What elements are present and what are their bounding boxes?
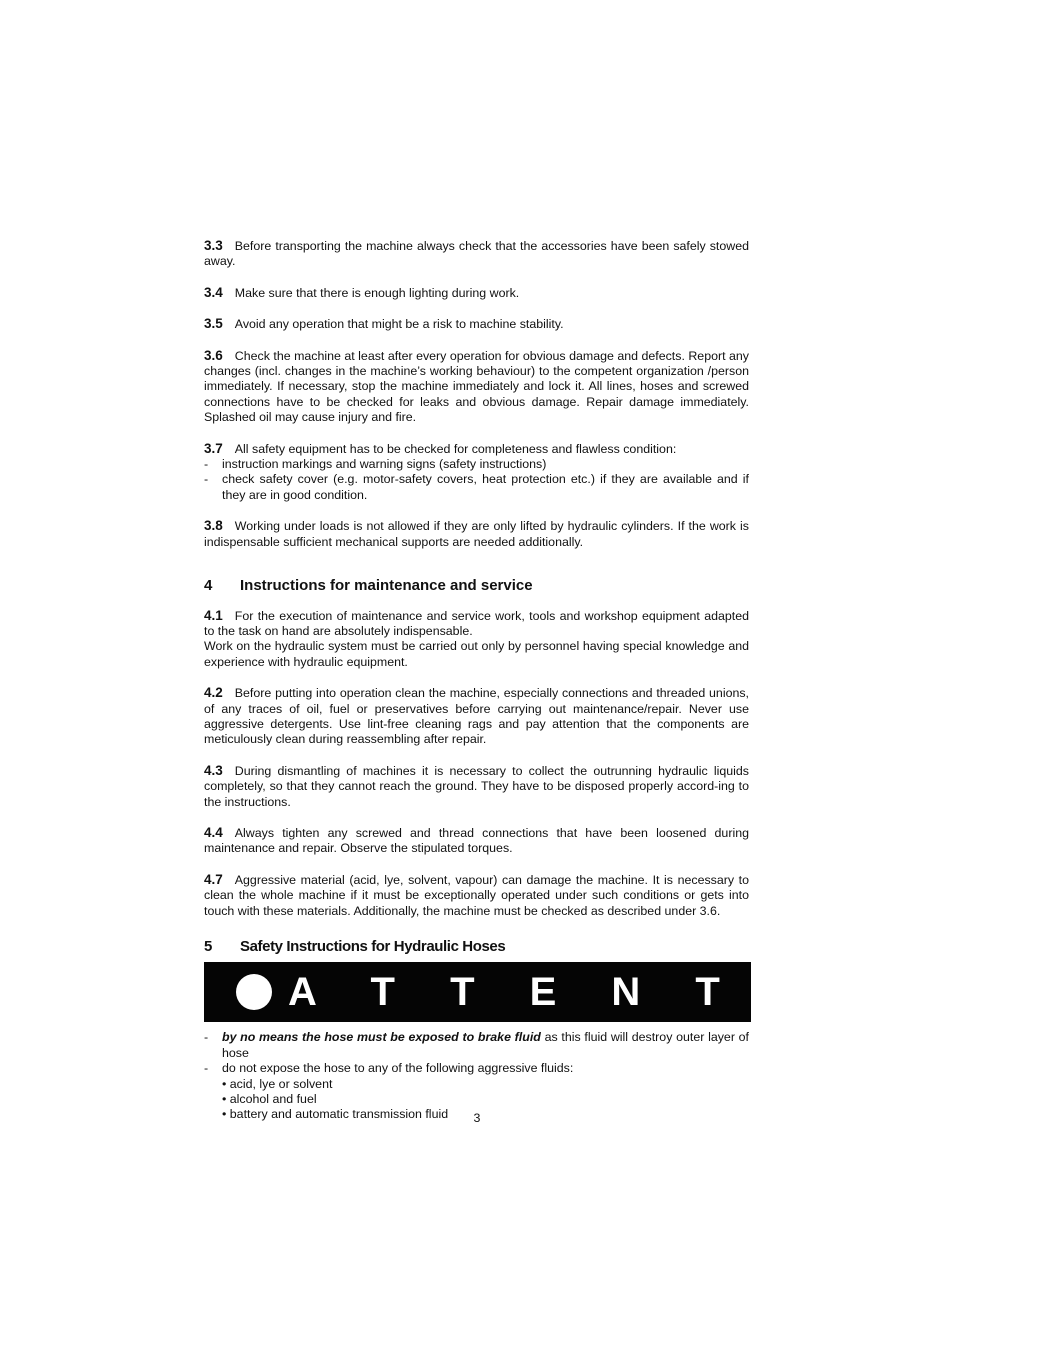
list-item: • alcohol and fuel xyxy=(222,1092,317,1107)
hose-instructions-list xyxy=(204,1030,749,1076)
section-number: 4.2 xyxy=(204,685,223,701)
section-3-4 xyxy=(204,285,749,301)
section-text: Avoid any operation that might be a risk to machine stability. xyxy=(234,317,564,332)
list-item: - do not expose the hose to any of the following aggressive fluids: xyxy=(204,1061,574,1076)
section-number: 4.7 xyxy=(204,871,223,887)
section-3-3 xyxy=(204,238,749,270)
warning-dot-icon xyxy=(236,974,272,1010)
section-text: Working under loads is not allowed if they are only lifted by hydraulic cylinders. If the work is indispensable sufficient mechanical supports are needed additionally. xyxy=(204,519,749,549)
section-number: 4.3 xyxy=(204,762,223,778)
list-item: • acid, lye or solvent xyxy=(222,1076,333,1091)
section-3-5 xyxy=(204,316,749,332)
page-number: 3 xyxy=(473,1111,481,1125)
heading-section-4: 4 Instructions for maintenance and service xyxy=(204,577,533,595)
section-text: During dismantling of machines it is necessary to collect the outrunning hydraulic liquids completely, so that they cannot reach the ground. They have to be disposed properly accord-ing to the instructions. xyxy=(204,763,749,809)
heading-section-5: 5 Safety Instructions for Hydraulic Hoses xyxy=(204,938,506,955)
section-4-4 xyxy=(204,825,749,857)
section-4-1 xyxy=(204,608,749,671)
section-3-6 xyxy=(204,348,749,426)
section-4-7 xyxy=(204,872,749,919)
section-text: Before transporting the machine always check that the accessories have been safely stowed away. xyxy=(204,239,749,269)
section-text: Before putting into operation clean the machine, especially connections and threaded unions, of any traces of oil, fuel or preservatives before carrying out maintenance/repair. Never use aggressive detergents. Use lint-free cleaning rags and pay attention that the components are meticulously clean during reassembling after repair. xyxy=(204,686,749,747)
section-text: Check the machine at least after every operation for obvious damage and defects. Report any changes (incl. changes in the machine’s working behaviour) to the competent organization /person immediately. If necessary, stop the machine immediately and lock it. All lines, hoses and screwed connections have to be checked for leaks and obvious damage. Repair damage immediately. Splashed oil may cause injury and fire. xyxy=(204,348,749,425)
list-item: - check safety cover (e.g. motor-safety covers, heat protection etc.) if they are available and if they are in good condition. xyxy=(204,472,749,502)
attention-label: A T T E N T I O N ! xyxy=(288,969,1047,1014)
section-text: Always tighten any screwed and thread connections that have been loosened during maintenance and repair. Observe the stipulated torques. xyxy=(204,825,749,856)
section-number: 4.1 xyxy=(204,607,223,623)
section-text: For the execution of maintenance and service work, tools and workshop equipment adapted to the task on hand are absolutely indispensable. xyxy=(204,608,749,638)
list-item: - by no means the hose must be exposed to brake fluid as this fluid will destroy outer layer of hose xyxy=(204,1030,749,1060)
section-text: Aggressive material (acid, lye, solvent, vapour) can damage the machine. It is necessary to clean the whole machine if it must be exceptionally operated under such conditions or gets into touch with these materials. Additionally, the machine must be checked as described under 3.6. xyxy=(204,872,749,918)
section-3-8 xyxy=(204,518,749,550)
section-3-7 xyxy=(204,441,749,504)
section-text: Make sure that there is enough lighting during work. xyxy=(234,285,520,300)
section-4-2 xyxy=(204,685,749,748)
list-item: - instruction markings and warning signs (safety instructions) xyxy=(204,457,547,472)
section-number: 3.7 xyxy=(204,440,223,456)
section-text-2: Work on the hydraulic system must be carried out only by personnel having special knowledge and experience with hydraulic equipment. xyxy=(204,639,749,669)
safety-check-list xyxy=(204,457,749,503)
section-number: 3.4 xyxy=(204,284,223,300)
section-number: 3.6 xyxy=(204,347,223,363)
section-lead xyxy=(204,441,749,457)
section-number: 3.3 xyxy=(204,238,223,253)
section-text: All safety equipment has to be checked for completeness and flawless condition: xyxy=(234,441,677,456)
section-4-3 xyxy=(204,763,749,810)
section-number: 3.5 xyxy=(204,316,223,332)
attention-banner xyxy=(204,962,1047,1022)
list-item: • battery and automatic transmission fluid xyxy=(222,1107,449,1122)
section-number: 3.8 xyxy=(204,518,223,534)
section-number: 4.4 xyxy=(204,824,223,840)
page-content xyxy=(204,238,1047,1123)
